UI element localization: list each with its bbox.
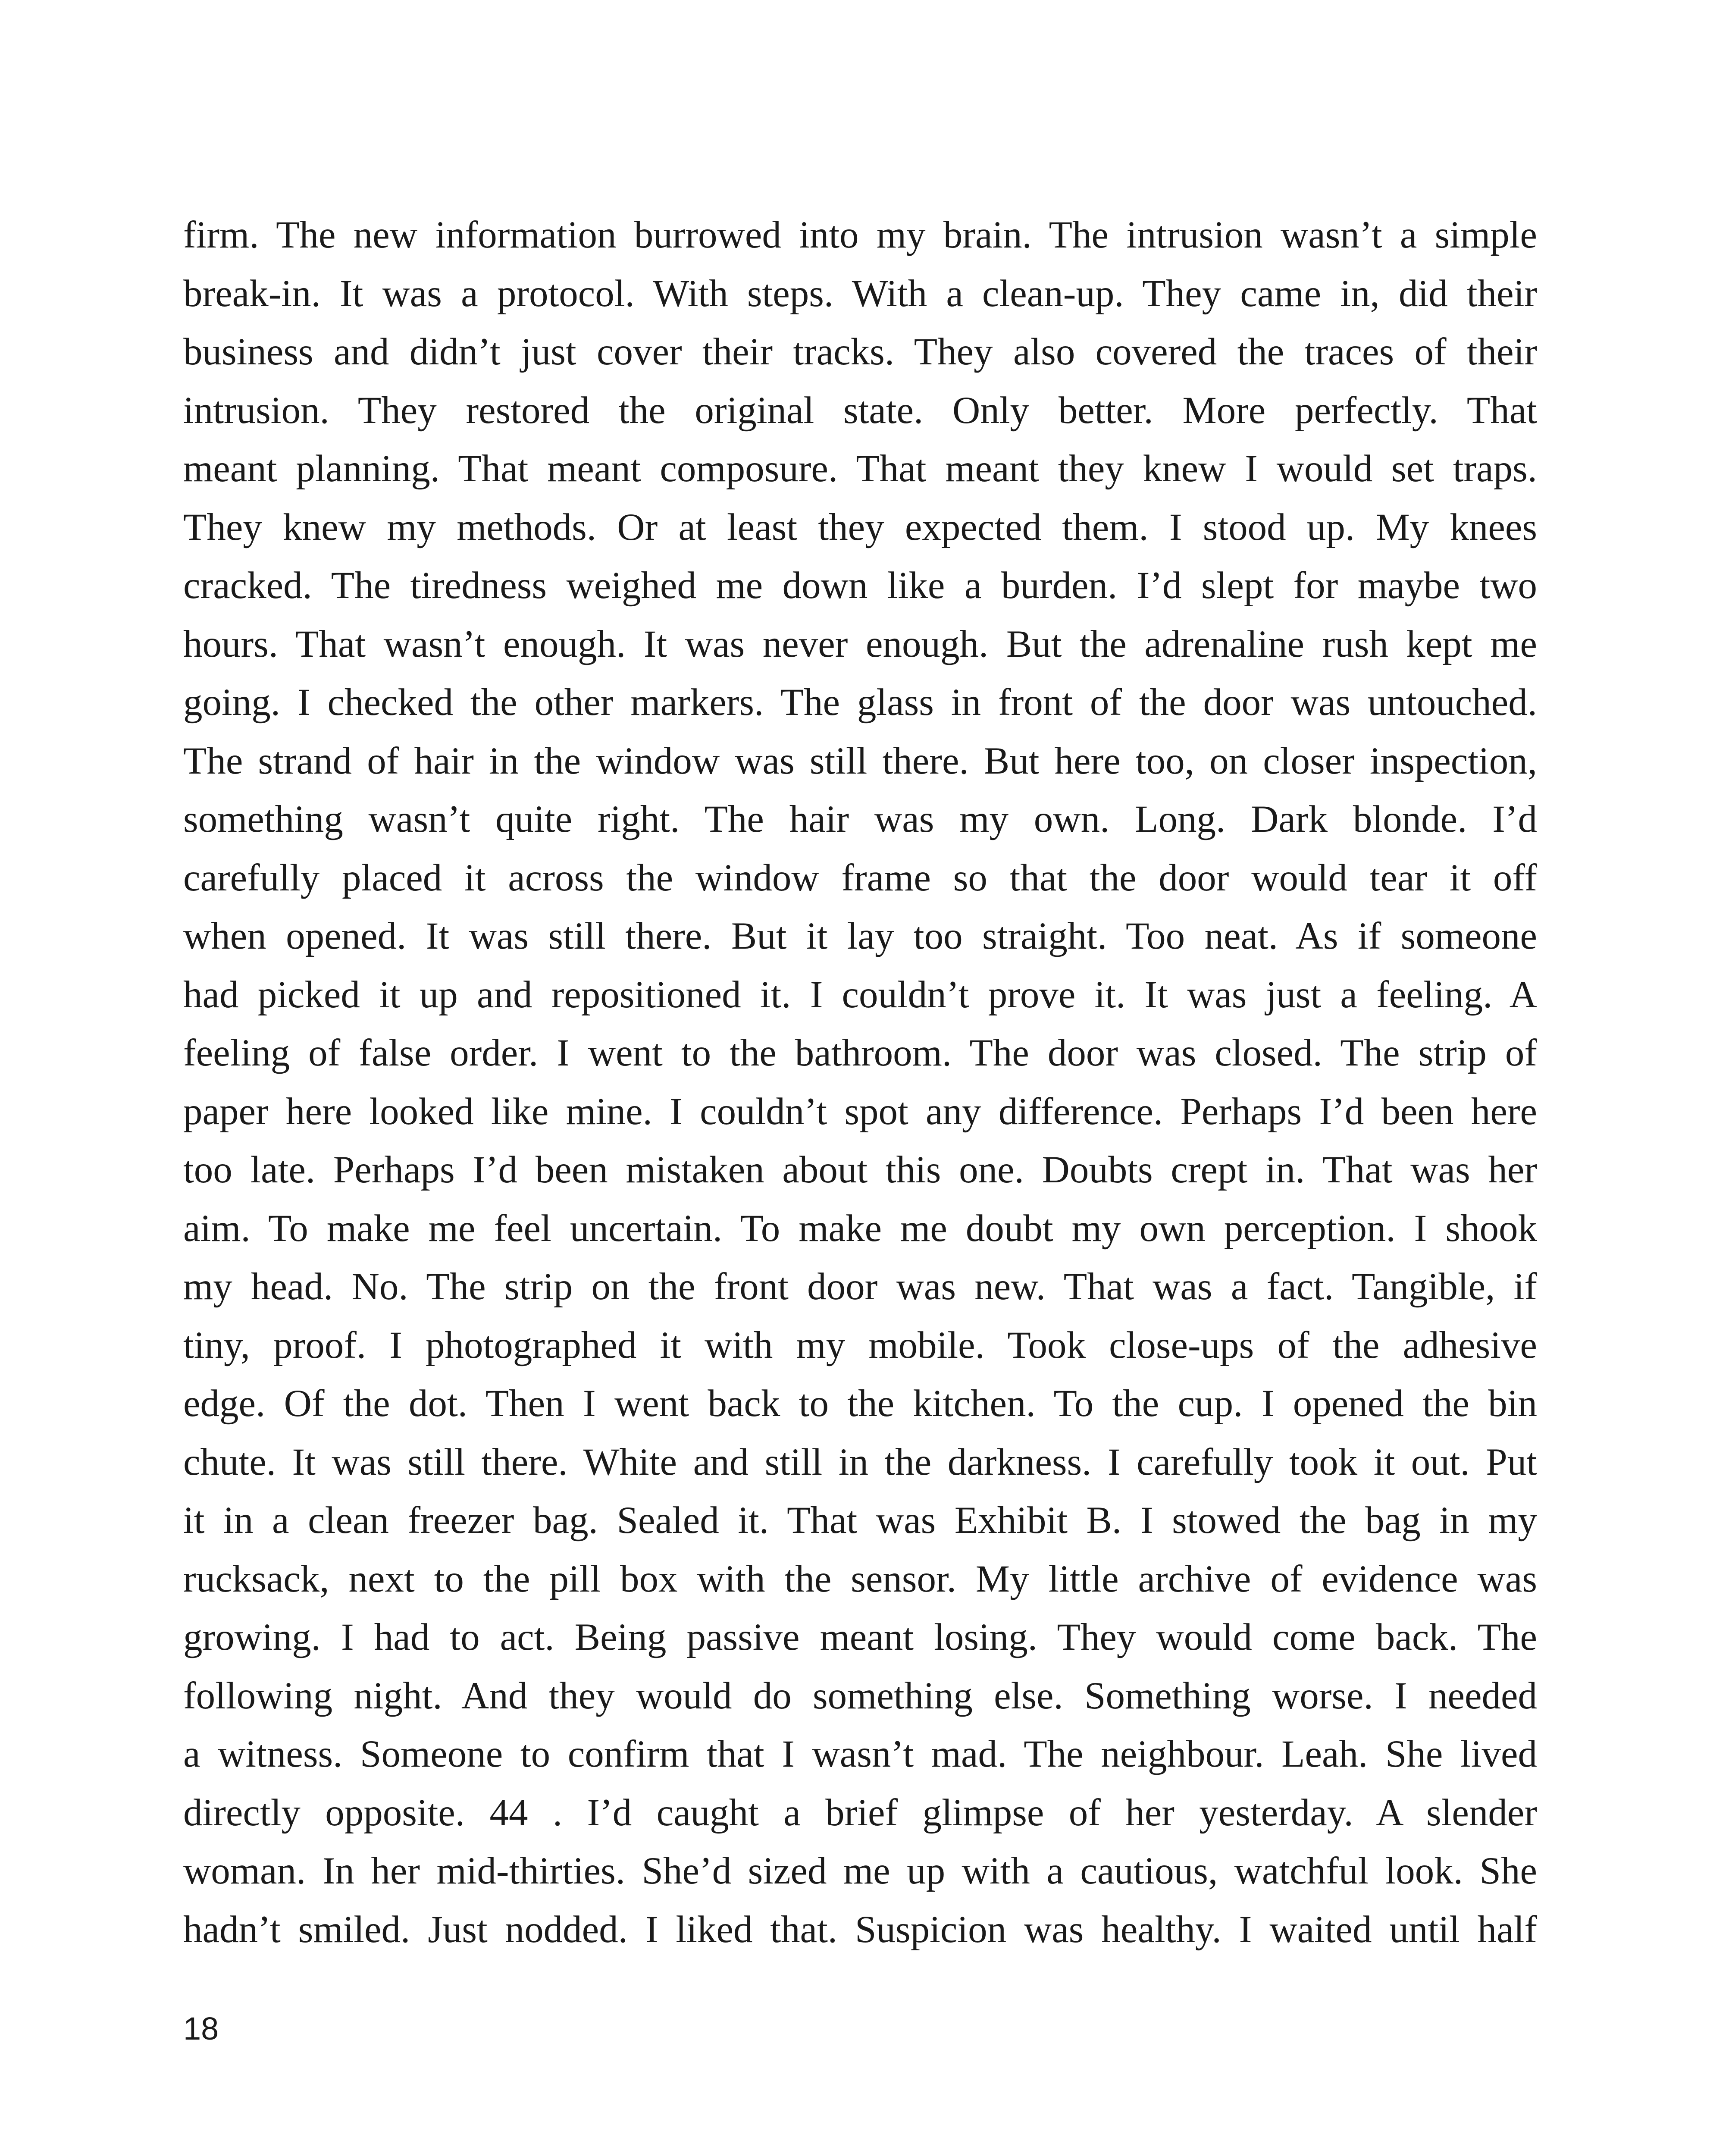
text-line: too late. Perhaps I’d been mistaken about this one. Doubts crept in. That was her (183, 1149, 1537, 1191)
text-line: break-in. It was a protocol. With steps. With a clean-up. They came in, did their (183, 272, 1537, 315)
text-line: woman. In her mid-thirties. She’d sized me up with a cautious, watchful look. She (183, 1850, 1537, 1892)
text-line: feeling of false order. I went to the bathroom. The door was closed. The strip of (183, 1032, 1537, 1074)
text-line: paper here looked like mine. I couldn’t spot any difference. Perhaps I’d been here (183, 1090, 1537, 1133)
text-line: going. I checked the other markers. The glass in front of the door was untouched. (183, 681, 1537, 724)
page-number: 18 (183, 2011, 219, 2046)
body-text (183, 206, 1537, 1959)
text-line: my head. No. The strip on the front door was new. That was a fact. Tangible, if (183, 1266, 1537, 1308)
text-line: hadn’t smiled. Just nodded. I liked that. Suspicion was healthy. I waited until half (183, 1908, 1537, 1951)
text-line: edge. Of the dot. Then I went back to the kitchen. To the cup. I opened the bin (183, 1382, 1537, 1425)
text-line: The strand of hair in the window was still there. But here too, on closer inspection, (183, 740, 1537, 782)
text-line: intrusion. They restored the original state. Only better. More perfectly. That (183, 389, 1537, 432)
text-line: when opened. It was still there. But it lay too straight. Too neat. As if someone (183, 915, 1537, 957)
text-line: tiny, proof. I photographed it with my mobile. Took close-ups of the adhesive (183, 1324, 1537, 1366)
text-line: it in a clean freezer bag. Sealed it. That was Exhibit B. I stowed the bag in my (183, 1499, 1537, 1542)
text-line: following night. And they would do something else. Something worse. I needed (183, 1674, 1537, 1717)
text-line: meant planning. That meant composure. That meant they knew I would set traps. (183, 448, 1537, 490)
text-line: chute. It was still there. White and still in the darkness. I carefully took it out. Put (183, 1441, 1537, 1483)
text-line: directly opposite. 44 . I’d caught a brief glimpse of her yesterday. A slender (183, 1791, 1537, 1834)
text-line: a witness. Someone to confirm that I wasn’t mad. The neighbour. Leah. She lived (183, 1733, 1537, 1775)
text-line: hours. That wasn’t enough. It was never enough. But the adrenaline rush kept me (183, 623, 1537, 665)
text-line: had picked it up and repositioned it. I couldn’t prove it. It was just a feeling. A (183, 973, 1537, 1016)
text-line: They knew my methods. Or at least they expected them. I stood up. My knees (183, 506, 1537, 548)
text-line: growing. I had to act. Being passive meant losing. They would come back. The (183, 1616, 1537, 1658)
text-line: firm. The new information burrowed into my brain. The intrusion wasn’t a simple (183, 214, 1537, 256)
text-line: cracked. The tiredness weighed me down like a burden. I’d slept for maybe two (183, 564, 1537, 607)
text-line: something wasn’t quite right. The hair was my own. Long. Dark blonde. I’d (183, 798, 1537, 840)
text-line: rucksack, next to the pill box with the sensor. My little archive of evidence was (183, 1557, 1537, 1600)
text-line: carefully placed it across the window frame so that the door would tear it off (183, 856, 1537, 899)
text-line: aim. To make me feel uncertain. To make me doubt my own perception. I shook (183, 1207, 1537, 1250)
text-line: business and didn’t just cover their tracks. They also covered the traces of their (183, 331, 1537, 373)
